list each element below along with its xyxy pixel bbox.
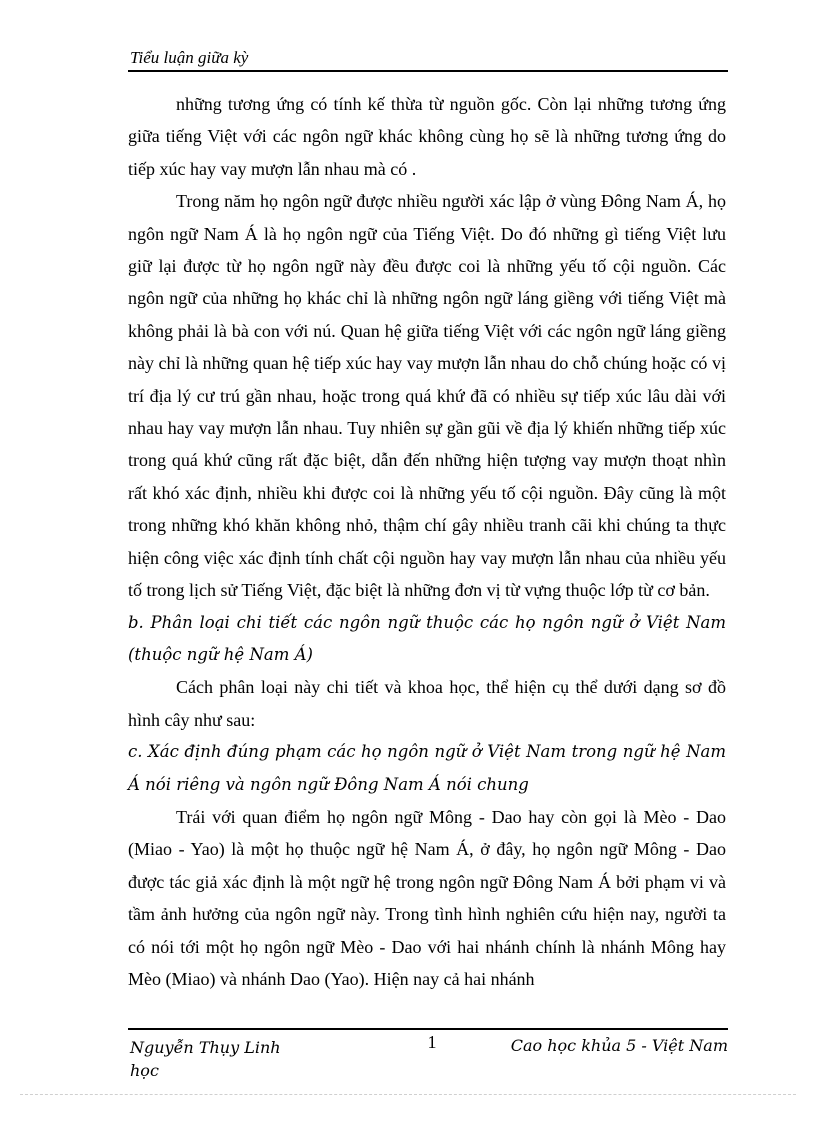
page-break-line: [20, 1094, 796, 1095]
header-title: Tiểu luận giữa kỳ: [130, 48, 249, 67]
paragraph-2: Trong năm họ ngôn ngữ được nhiều người xác lập ở vùng Đông Nam Á, họ ngôn ngữ Nam Á là họ ngôn ngữ của Tiếng Việt. Do đó những gì tiếng Việt lưu giữ lại được từ họ ngôn ngữ này đều được coi là những yếu tố cội nguồn. Các ngôn ngữ của những họ khác chỉ là những ngôn ngữ láng giềng với tiếng Việt mà không phải là bà con với nú. Quan hệ giữa tiếng Việt với các ngôn ngữ láng giềng này chỉ là những quan hệ tiếp xúc hay vay mượn lẫn nhau do chỗ chúng hoặc có vị trí địa lý cư trú gần nhau, hoặc trong quá khứ đã có nhiều sự tiếp xúc lâu dài với nhau hay vay mượn lẫn nhau. Tuy nhiên sự gần gũi về địa lý khiến những tiếp xúc trong quá khứ cũng rất đặc biệt, dẫn đến những hiện tượng vay mượn thoạt nhìn rất khó xác định, nhiều khi được coi là những yếu tố cội nguồn. Đây cũng là một trong những khó khăn không nhỏ, thậm chí gây nhiều tranh cãi khi chúng ta thực hiện công việc xác định tính chất cội nguồn hay vay mượn lẫn nhau của nhiều yếu tố trong lịch sử Tiếng Việt, đặc biệt là những đơn vị từ vựng thuộc lớp từ cơ bản.: [128, 191, 726, 601]
paragraph-4: Trái với quan điểm họ ngôn ngữ Mông - Dao hay còn gọi là Mèo - Dao (Miao - Yao) là một họ thuộc ngữ hệ Nam Á, ở đây, họ ngôn ngữ Mông - Dao được tác giả xác định là một ngữ hệ trong ngôn ngữ Đông Nam Á bởi phạm vi và tầm ảnh hưởng của ngôn ngữ này. Trong tình hình nghiên cứu hiện nay, người ta có nói tới một họ ngôn ngữ Mèo - Dao với hai nhánh chính là nhánh Mông hay Mèo (Miao) và nhánh Dao (Yao). Hiện nay cả hai nhánh: [128, 806, 726, 989]
document-body: [128, 88, 726, 995]
footer-author: [130, 1036, 290, 1082]
section-heading-c: c. Xác định đúng phạm các họ ngôn ngữ ở Việt Nam trong ngữ hệ Nam Á nói riêng và ngôn ngữ Đông Nam Á nói chung: [128, 742, 726, 794]
footer-divider: [128, 1028, 728, 1030]
header-divider: [128, 70, 728, 72]
footer-author-name: Nguyễn Thụy Linh: [130, 1038, 281, 1057]
section-heading-b: b. Phân loại chi tiết các ngôn ngữ thuộc các họ ngôn ngữ ở Việt Nam (thuộc ngữ hệ Nam Á): [128, 612, 726, 664]
page-number: 1: [427, 1032, 437, 1052]
paragraph-1: những tương ứng có tính kế thừa từ nguồn gốc. Còn lại những tương ứng giữa tiếng Việt với các ngôn ngữ khác không cùng họ sẽ là những tương ứng do tiếp xúc hay vay mượn lẫn nhau mà có .: [128, 94, 726, 179]
footer-author-line2: học: [130, 1061, 159, 1080]
footer-course: Cao học khủa 5 - Việt Nam: [510, 1036, 728, 1055]
paragraph-3: Cách phân loại này chi tiết và khoa học, thể hiện cụ thể dưới dạng sơ đồ hình cây như sau:: [128, 677, 726, 730]
